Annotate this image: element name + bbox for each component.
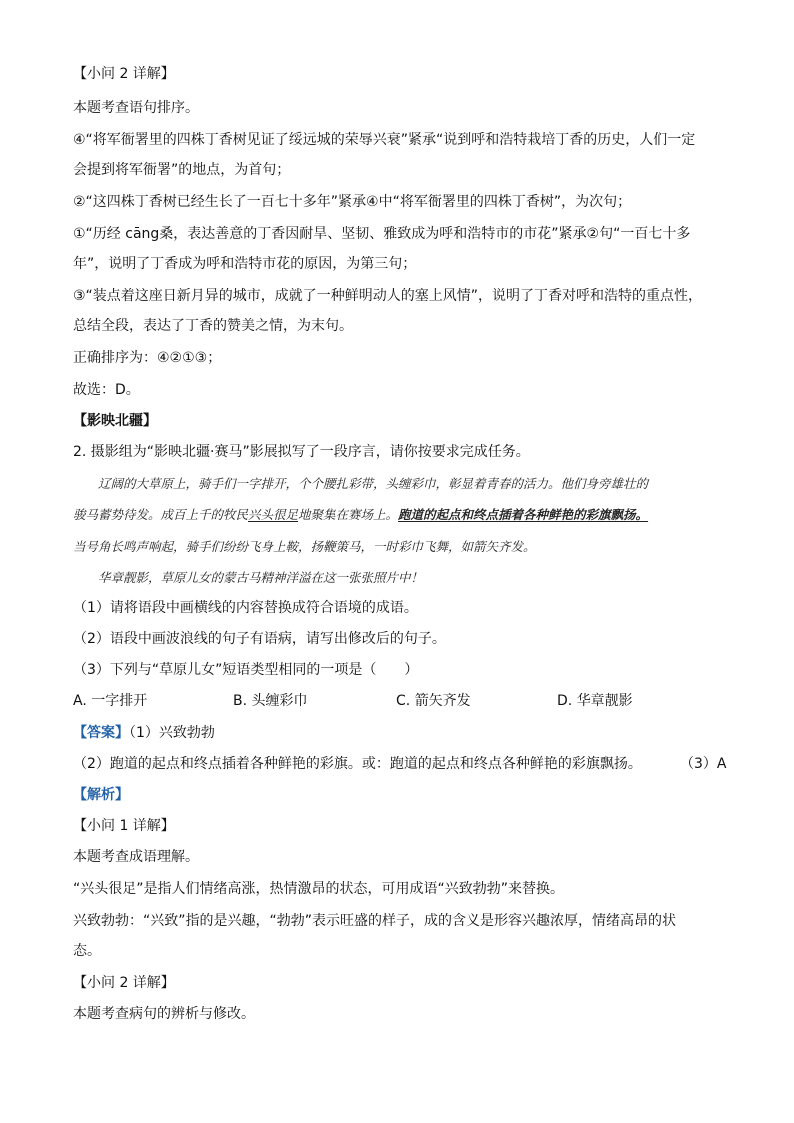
analysis-paragraph: ①“历经 cāng桑，表达善意的丁香因耐旱、坚韧、雅致成为呼和浩特市的市花”紧承②句“一百七十多 [73, 226, 691, 242]
explanation-line: 兴致勃勃：“兴致”指的是兴趣，“勃勃”表示旺盛的样子，成的含义是形容兴趣浓厚，情绪高昂的状 [73, 913, 677, 929]
underlined-phrase: 兴头很足 [248, 507, 299, 522]
wavy-underlined-sentence: 跑道的起点和终点插着各种鲜艳的彩旗飘扬。 [398, 507, 649, 522]
sub2-intro: 本题考查病句的辨析与修改。 [73, 1006, 255, 1022]
passage-text: 地聚集在赛场上。 [298, 507, 399, 522]
section-title: 【影映北疆】 [73, 413, 157, 429]
sub2-heading: 【小问 2 详解】 [73, 66, 175, 82]
answer-tag: 【答案】 [73, 725, 129, 741]
correct-order: 正确排序为：④②①③； [73, 350, 222, 366]
option-b: B. 头缠彩巾 [233, 693, 308, 709]
sub-question-2: （2）语段中画波浪线的句子有语病，请写出修改后的句子。 [73, 631, 446, 647]
analysis-tag: 【解析】 [73, 787, 129, 803]
passage-line: 华章靓影，草原儿女的蒙古马精神洋溢在这一张张照片中！ [98, 570, 424, 585]
analysis-paragraph: 年”，说明了丁香成为呼和浩特市花的原因，为第三句； [73, 256, 417, 272]
analysis-paragraph: ④“将军衙署里的四株丁香树见证了绥远城的荣辱兴衰”紧承“说到呼和浩特栽培丁香的历史，人们一定 [73, 132, 696, 148]
option-d: D. 华章靓影 [557, 693, 633, 709]
question-stem: 2. 摄影组为“影映北疆·赛马”影展拟写了一段序言，请你按要求完成任务。 [73, 444, 530, 460]
answer-3: （3）A [680, 756, 727, 772]
analysis-paragraph: ③“装点着这座日新月异的城市，成就了一种鲜明动人的塞上风情”，说明了丁香对呼和浩特的重点性， [73, 288, 703, 304]
answer-1: （1）兴致勃勃 [129, 725, 215, 741]
answer-line [73, 723, 215, 743]
passage-line: 当号角长鸣声响起，骑手们纷纷飞身上鞍，扬鞭策马，一时彩巾飞舞，如箭矢齐发。 [73, 539, 536, 554]
answer-line [73, 754, 642, 774]
analysis-paragraph: 会提到将军衙署”的地点，为首句； [73, 162, 291, 178]
passage-line [73, 505, 648, 525]
sub1-intro: 本题考查成语理解。 [73, 849, 199, 865]
passage-text: 骏马蓄势待发。成百上千的牧民 [73, 507, 249, 522]
sub-question-1: （1）请将语段中画横线的内容替换成符合语境的成语。 [73, 600, 418, 616]
option-c: C. 箭矢齐发 [396, 693, 471, 709]
choice-line: 故选：D。 [73, 382, 140, 398]
sub2-heading: 【小问 2 详解】 [73, 975, 175, 991]
sub1-heading: 【小问 1 详解】 [73, 818, 175, 834]
answer-2: （2）跑道的起点和终点插着各种鲜艳的彩旗。或：跑道的起点和终点各种鲜艳的彩旗飘扬。 [73, 756, 642, 772]
explanation-line: 态。 [73, 943, 101, 959]
passage-line: 辽阔的大草原上，骑手们一字排开，个个腰扎彩带，头缠彩巾，彰显着青春的活力。他们身旁雄壮的 [98, 476, 649, 491]
sub-question-3: （3）下列与“草原儿女”短语类型相同的一项是（ ） [73, 662, 419, 678]
sub2-intro: 本题考查语句排序。 [73, 100, 199, 116]
option-a: A. 一字排开 [73, 693, 148, 709]
analysis-paragraph: 总结全段，表达了丁香的赞美之情，为末句。 [73, 318, 353, 334]
analysis-paragraph: ②“这四株丁香树已经生长了一百七十多年”紧承④中“将军衙署里的四株丁香树”，为次句； [73, 194, 632, 210]
explanation-line: “兴头很足”是指人们情绪高涨，热情激昂的状态，可用成语“兴致勃勃”来替换。 [73, 881, 565, 897]
